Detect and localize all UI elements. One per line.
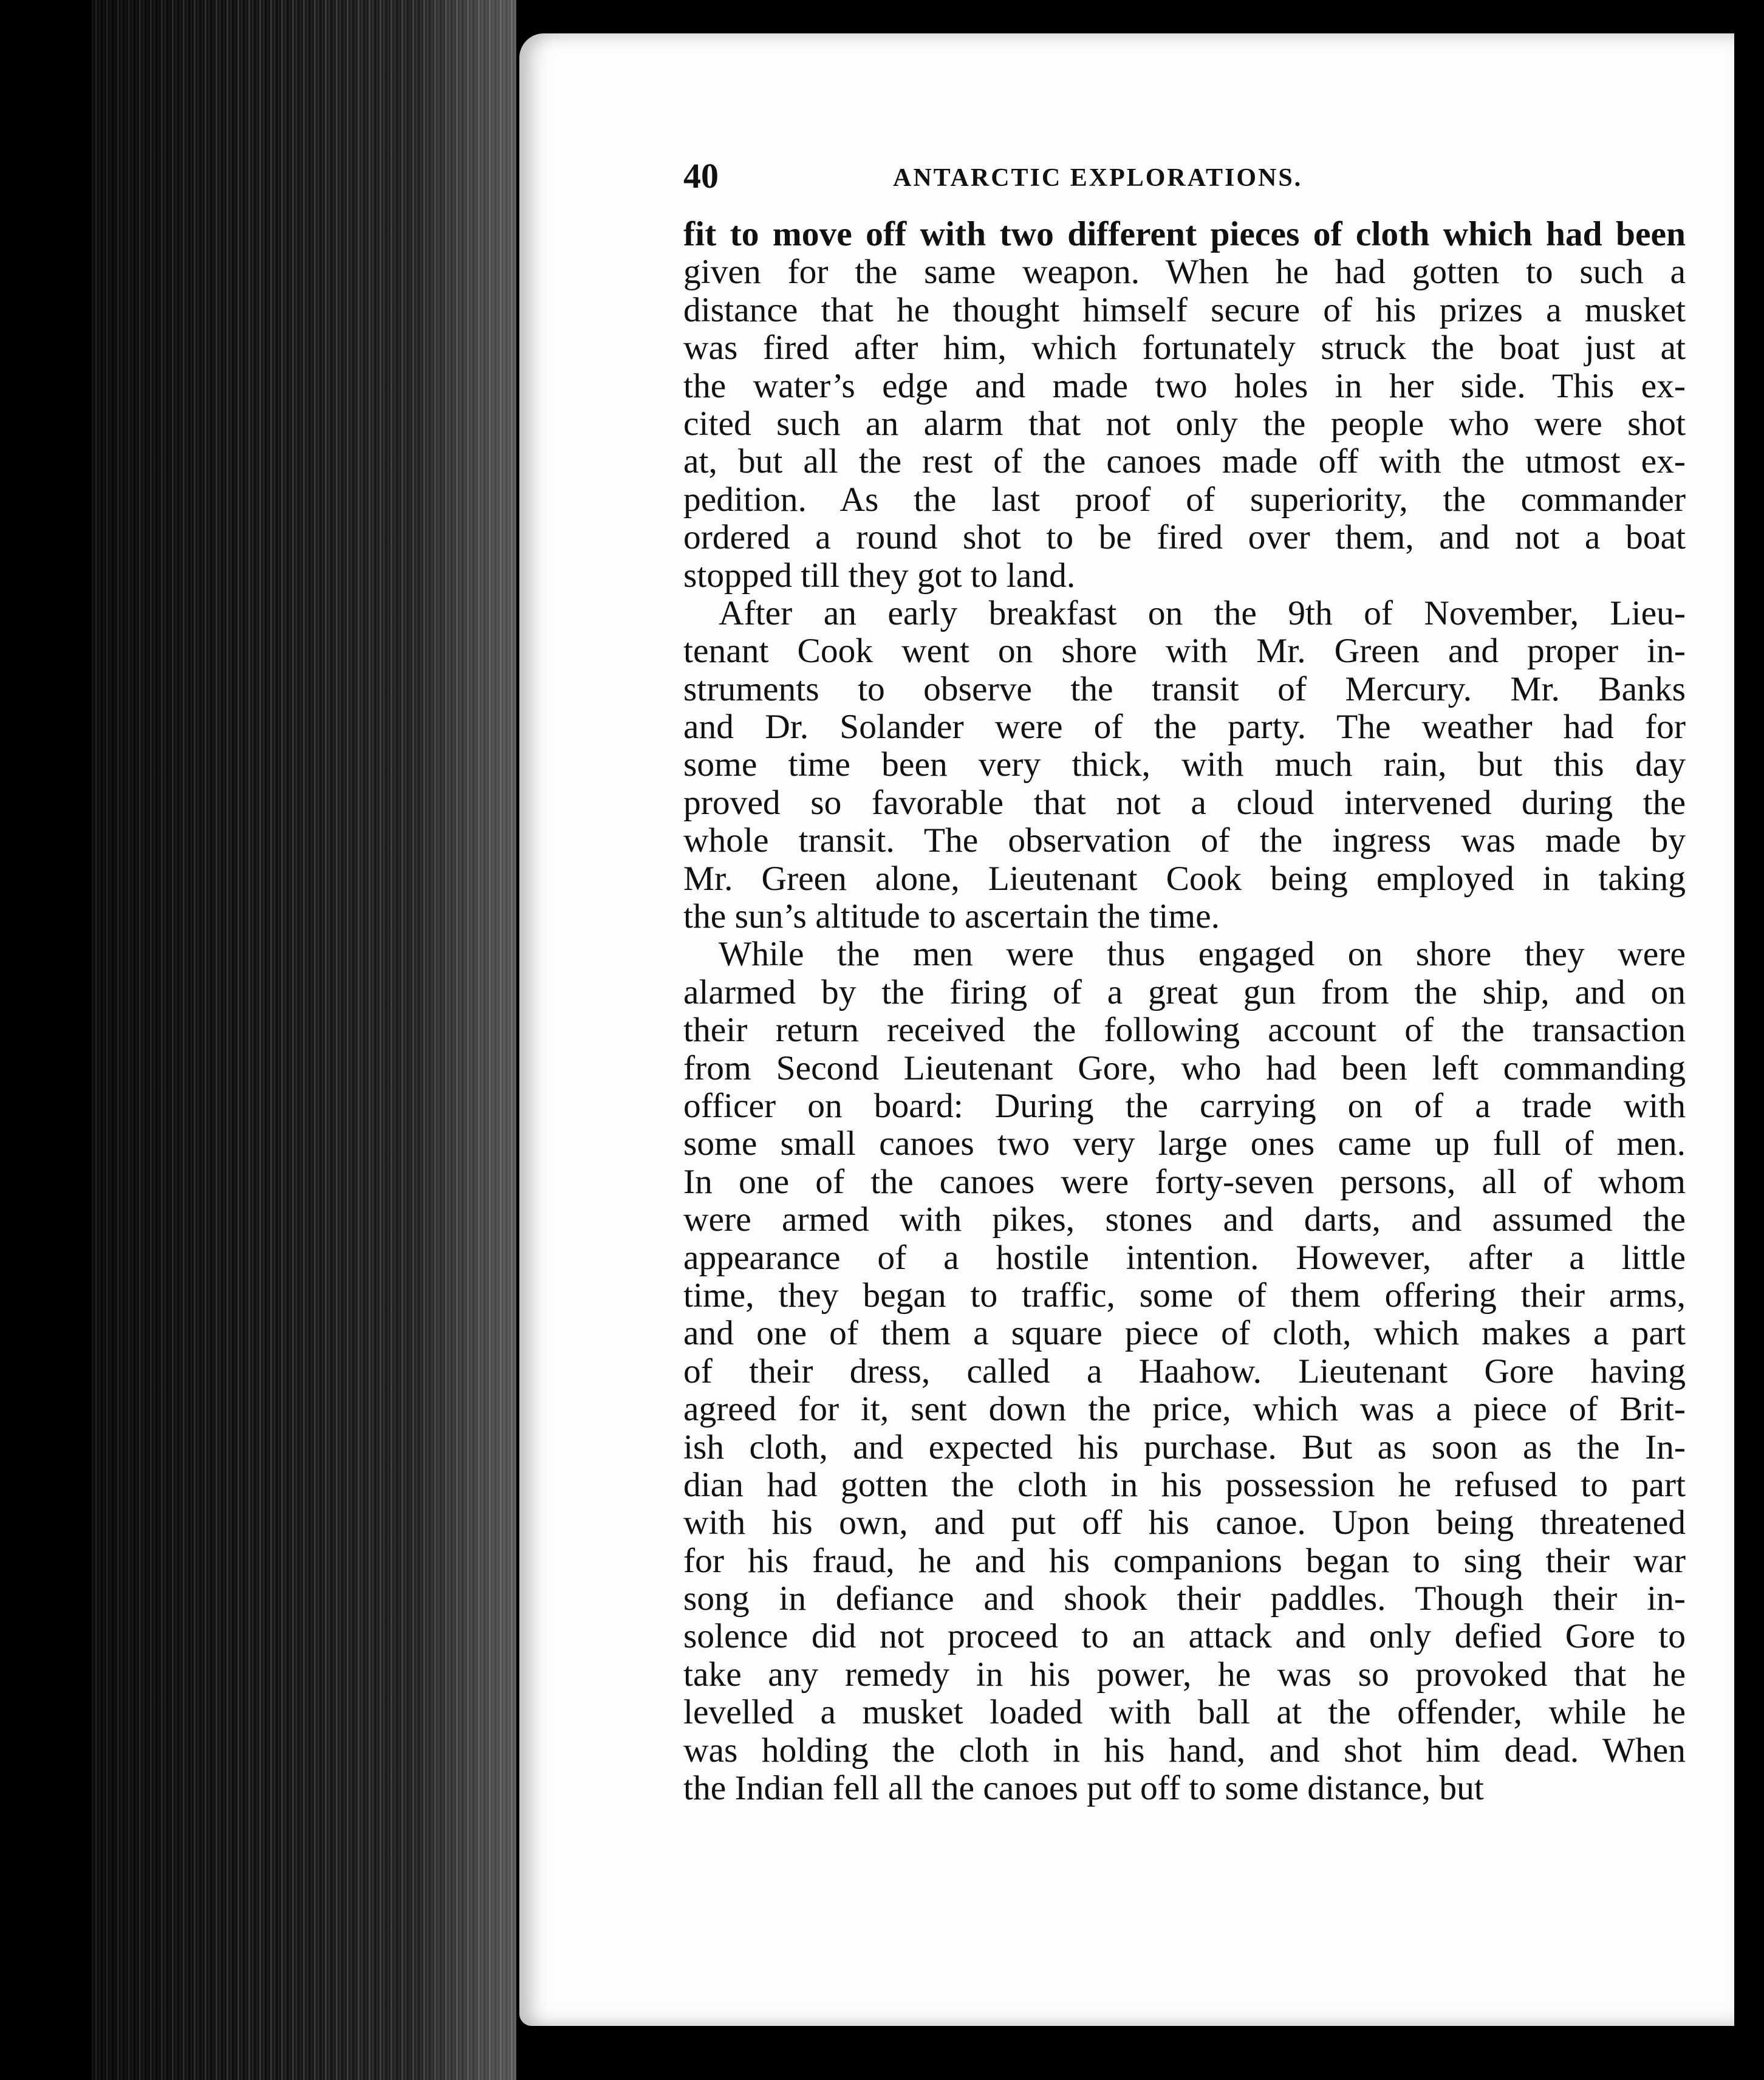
text-line: and Dr. Solander were of the party. The weather had for — [683, 708, 1686, 747]
text-line: for his fraud, he and his companions began to sing their war — [683, 1541, 1686, 1580]
text-line: Mr. Green alone, Lieutenant Cook being employed in taking — [683, 859, 1686, 898]
text-line: given for the same weapon. When he had gotten to such a — [683, 253, 1686, 292]
text-line: their return received the following account of the transaction — [683, 1011, 1686, 1050]
text-line: the sun’s altitude to ascertain the time. — [683, 897, 1220, 936]
text-line: with his own, and put off his canoe. Upon being threatened — [683, 1504, 1686, 1542]
text-line: officer on board: During the carrying on of a trade with — [683, 1086, 1686, 1125]
text-line: ish cloth, and expected his purchase. But as soon as the In- — [683, 1428, 1686, 1466]
text-line: After an early breakfast on the 9th of November, Lieu- — [719, 594, 1686, 632]
text-line: distance that he thought himself secure of his prizes a musket — [683, 290, 1686, 329]
text-line: fit to move off with two different pieces of cloth which had been — [683, 215, 1686, 253]
text-line: stopped till they got to land. — [683, 556, 1076, 595]
text-line: pedition. As the last proof of superiority, the commander — [683, 480, 1686, 519]
text-line: at, but all the rest of the canoes made off with the utmost ex- — [683, 442, 1686, 481]
text-line: the water’s edge and made two holes in her side. This ex- — [683, 366, 1686, 405]
text-line: song in defiance and shook their paddles. Though their in- — [683, 1579, 1686, 1618]
book-edge-shading — [91, 0, 516, 2080]
text-line: was holding the cloth in his hand, and shot him dead. When — [683, 1731, 1686, 1770]
text-line: agreed for it, sent down the price, which was a piece of Brit- — [683, 1390, 1686, 1429]
text-line: cited such an alarm that not only the people who were shot — [683, 404, 1686, 443]
text-line: dian had gotten the cloth in his possession he refused to part — [683, 1465, 1686, 1504]
page-number: 40 — [683, 156, 719, 196]
text-line: solence did not proceed to an attack and only defied Gore to — [683, 1617, 1686, 1656]
text-line: of their dress, called a Haahow. Lieutenant Gore having — [683, 1352, 1686, 1391]
text-line: were armed with pikes, stones and darts, and assumed the — [683, 1200, 1686, 1239]
text-line: the Indian fell all the canoes put off to some distance, but — [683, 1769, 1484, 1808]
body-text — [683, 216, 1686, 1807]
text-line: struments to observe the transit of Mercury. Mr. Banks — [683, 669, 1686, 708]
text-line: take any remedy in his power, he was so provoked that he — [683, 1655, 1686, 1694]
text-line: and one of them a square piece of cloth, which makes a part — [683, 1314, 1686, 1353]
running-header — [683, 149, 1570, 204]
paragraph — [683, 216, 1686, 595]
text-line: ordered a round shot to be fired over them, and not a boat — [683, 518, 1686, 557]
text-line: In one of the canoes were forty-seven persons, all of whom — [683, 1162, 1686, 1201]
text-line: While the men were thus engaged on shore they were — [719, 935, 1686, 974]
text-line: alarmed by the firing of a great gun from the ship, and on — [683, 973, 1686, 1011]
text-line: whole transit. The observation of the ingress was made by — [683, 821, 1686, 860]
text-line: was fired after him, which fortunately struck the boat just at — [683, 329, 1686, 368]
text-line: tenant Cook went on shore with Mr. Green and proper in- — [683, 632, 1686, 671]
text-line: from Second Lieutenant Gore, who had been left commanding — [683, 1049, 1686, 1087]
text-line: some small canoes two very large ones came up full of men. — [683, 1124, 1686, 1163]
text-line: levelled a musket loaded with ball at the offender, while he — [683, 1693, 1686, 1732]
text-line: proved so favorable that not a cloud intervened during the — [683, 783, 1686, 822]
book-page — [519, 33, 1734, 2026]
text-line: appearance of a hostile intention. However, after a little — [683, 1238, 1686, 1277]
running-title: ANTARCTIC EXPLORATIONS. — [893, 164, 1303, 192]
text-line: time, they began to traffic, some of them offering their arms, — [683, 1276, 1686, 1315]
paragraph — [683, 595, 1686, 936]
paragraph — [683, 936, 1686, 1807]
text-line: some time been very thick, with much rain, but this day — [683, 745, 1686, 784]
